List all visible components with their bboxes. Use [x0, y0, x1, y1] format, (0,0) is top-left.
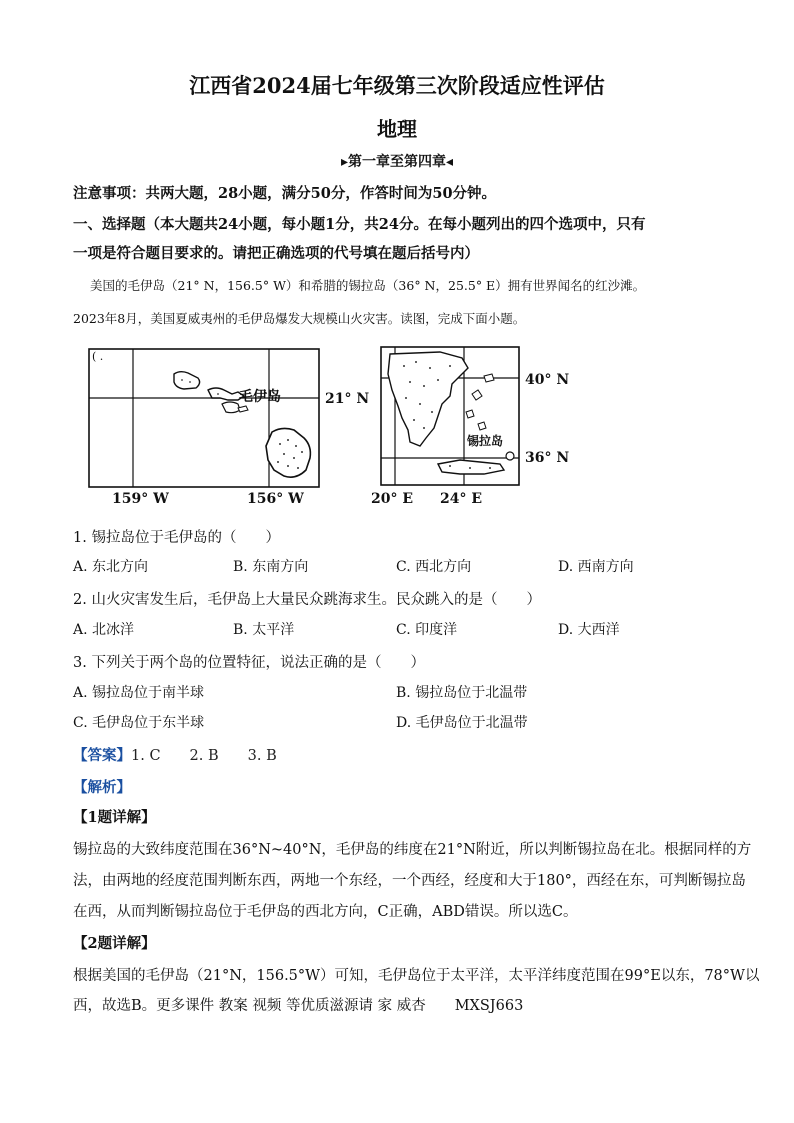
- notice: 注意事项：共两大题，28小题，满分50分，作答时间为50分钟。: [73, 185, 497, 202]
- answer-label: 【答案】: [73, 747, 131, 764]
- answer-line: [73, 744, 733, 765]
- detail-2-line-2: 西，故选B。更多课件 教案 视频 等优质滋源请 家 威杏 MXSJ663: [73, 998, 524, 1014]
- question-3-option-a: A. 锡拉岛位于南半球: [73, 685, 205, 701]
- subject-title: 地理: [377, 117, 417, 141]
- santorini-lon-right: 24° E: [440, 491, 483, 507]
- document-title: 江西省2024届七年级第三次阶段适应性评估: [189, 73, 605, 98]
- section1-heading-line2: 一项是符合题目要求的。请把正确选项的代号填在题后括号内）: [73, 245, 479, 262]
- map-maui: [88, 348, 320, 488]
- detail-1-line-1: 锡拉岛的大致纬度范围在36°N~40°N，毛伊岛的纬度在21°N附近，所以判断锡拉岛在北。根据同样的方: [73, 842, 752, 858]
- maui-lon-right: 156° W: [247, 491, 304, 507]
- question-1-stem: 1. 锡拉岛位于毛伊岛的（ ）: [73, 530, 280, 546]
- intro-line1: 美国的毛伊岛（21° N，156.5° W）和希腊的锡拉岛（36° N，25.5° E）拥有世界闻名的红沙滩。: [90, 278, 646, 293]
- section1-heading-line1: 一、选择题（本大题共24小题，每小题1分，共24分。在每小题列出的四个选项中，只有: [73, 216, 646, 233]
- maui-lat-label: 21° N: [325, 391, 370, 407]
- detail-2-label: 【2题详解】: [73, 935, 156, 952]
- santorini-label: 锡拉岛: [467, 434, 504, 448]
- question-3-stem: 3. 下列关于两个岛的位置特征，说法正确的是（ ）: [73, 655, 425, 671]
- question-3-option-c: C. 毛伊岛位于东半球: [73, 715, 205, 731]
- santorini-lat-bottom: 36° N: [525, 450, 570, 466]
- question-3-option-d: D. 毛伊岛位于北温带: [396, 715, 528, 731]
- question-2-option-a: A. 北冰洋: [73, 622, 135, 638]
- detail-1-label: 【1题详解】: [73, 809, 156, 826]
- map-santorini: [380, 346, 520, 486]
- chapter-scope: ▸第一章至第四章◂: [340, 154, 454, 170]
- question-1-option-b: B. 东南方向: [233, 559, 309, 575]
- question-3-option-b: B. 锡拉岛位于北温带: [396, 685, 528, 701]
- question-2-option-d: D. 大西洋: [558, 622, 620, 638]
- question-2-option-b: B. 太平洋: [233, 622, 295, 638]
- question-2-option-c: C. 印度洋: [396, 622, 458, 638]
- answer-values: 1. C 2. B 3. B: [131, 748, 277, 764]
- question-1-option-c: C. 西北方向: [396, 559, 472, 575]
- analysis-label: 【解析】: [73, 779, 131, 796]
- santorini-lon-left: 20° E: [371, 491, 414, 507]
- question-2-stem: 2. 山火灾害发生后，毛伊岛上大量民众跳海求生。民众跳入的是（ ）: [73, 592, 541, 608]
- maui-lon-left: 159° W: [112, 491, 169, 507]
- map-corner-mark: ( .: [92, 350, 104, 363]
- maui-label: 毛伊岛: [239, 389, 281, 405]
- question-1-option-d: D. 西南方向: [558, 559, 634, 575]
- detail-2-line-1: 根据美国的毛伊岛（21°N，156.5°W）可知，毛伊岛位于太平洋，太平洋纬度范围在99°E以东，78°W以: [73, 968, 760, 984]
- santorini-lat-top: 40° N: [525, 372, 570, 388]
- question-1-option-a: A. 东北方向: [73, 559, 149, 575]
- detail-1-line-3: 在西，从而判断锡拉岛位于毛伊岛的西北方向，C正确，ABD错误。所以选C。: [73, 904, 578, 920]
- intro-line2: 2023年8月，美国夏威夷州的毛伊岛爆发大规模山火灾害。读图，完成下面小题。: [73, 311, 526, 326]
- detail-1-line-2: 法，由两地的经度范围判断东西，两地一个东经，一个西经，经度和大于180°，西经在东，可判断锡拉岛: [73, 873, 746, 889]
